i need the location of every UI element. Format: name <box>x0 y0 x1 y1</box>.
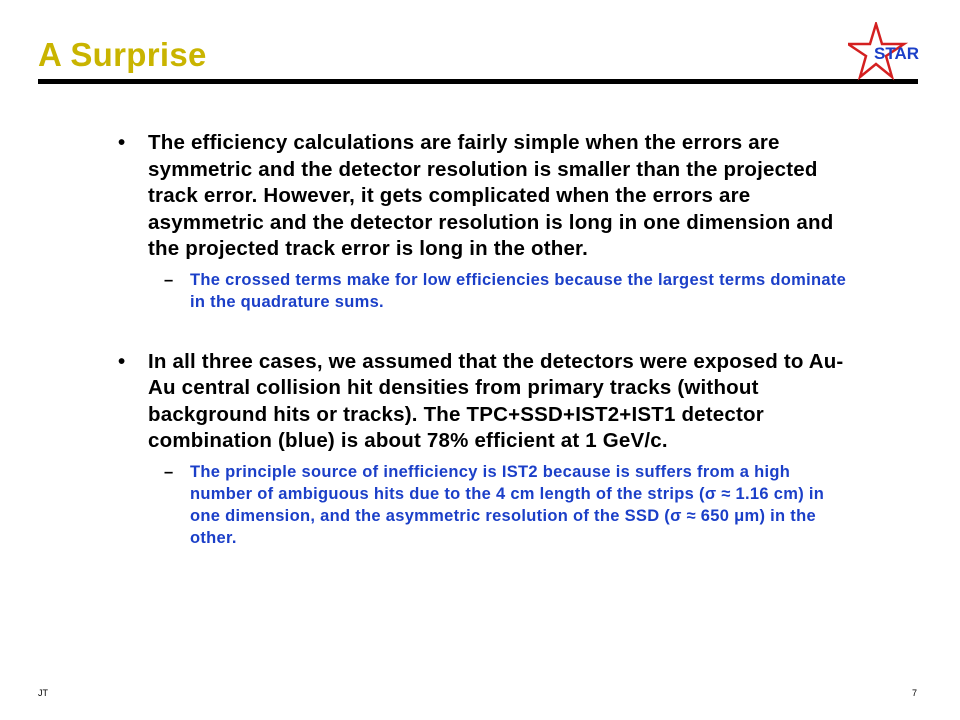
sub-bullet-marker: – <box>164 462 174 481</box>
bullet-marker: • <box>118 349 126 373</box>
sub-bullet-item <box>164 461 850 549</box>
sub-bullet-item <box>164 269 850 313</box>
bullet-item <box>110 349 850 455</box>
slide-title: A Surprise <box>38 36 207 73</box>
bullet-text: In all three cases, we assumed that the detectors were exposed to Au-Au central collision hit densities from primary tracks (without background hits or tracks). The TPC+SSD+IST2+IST1 detector combination (blue) is about 78% efficient at 1 GeV/c. <box>148 349 844 452</box>
sub-bullet-text: The crossed terms make for low efficiencies because the largest terms dominate in the quadrature sums. <box>190 270 847 311</box>
star-icon <box>848 22 928 82</box>
sub-bullet-marker: – <box>164 270 174 289</box>
star-logo <box>848 22 928 82</box>
sub-bullet-text: The principle source of inefficiency is IST2 because is suffers from a high number of ambiguous hits due to the 4 cm length of the strips (σ ≈ 1.16 cm) in one dimension, and the asymmetric resolution of the SSD (σ ≈ 650 μm) in the other. <box>190 462 825 547</box>
footer-author: JT <box>38 688 48 698</box>
bullet-item <box>110 130 850 263</box>
slide-content <box>110 130 850 549</box>
page-number: 7 <box>912 688 918 698</box>
logo-text: STAR <box>874 44 920 63</box>
bullet-marker: • <box>118 131 126 154</box>
title-divider <box>38 79 918 84</box>
bullet-text: The efficiency calculations are fairly simple when the errors are symmetric and the detector resolution is smaller than the projected track error. However, it gets complicated when the errors are asymmetric and the detector resolution is long in one dimension and the projected track error is long in the other. <box>148 131 834 260</box>
